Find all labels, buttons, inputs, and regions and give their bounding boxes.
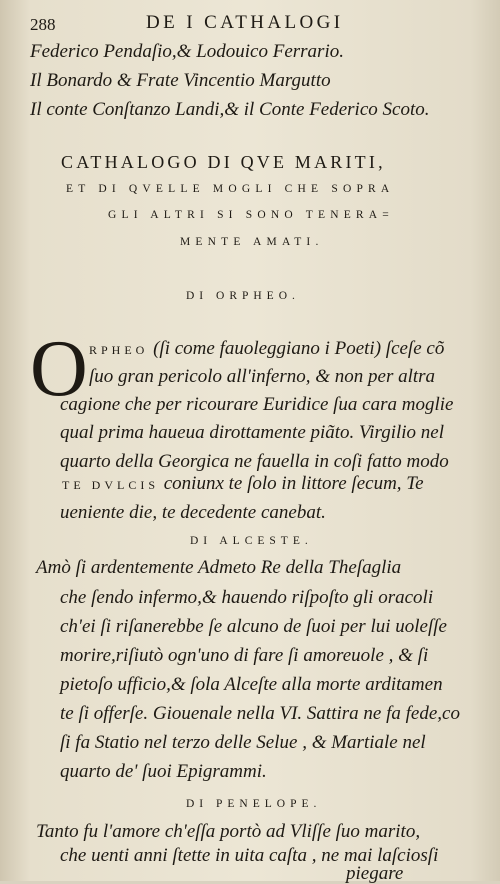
orpheo-line-5: quarto della Georgica ne fauella in coſi fatto modo <box>60 451 449 472</box>
alceste-line-1: Amò ſi ardentemente Admeto Re della Theſaglia <box>36 557 402 578</box>
orpheo-line-4: qual prima haueua dirottamente piãto. Virgilio nel <box>60 422 445 443</box>
section-title-line-4: MENTE AMATI. <box>180 236 324 248</box>
section-title-line-3: GLI ALTRI SI SONO TENERA= <box>108 209 394 221</box>
intro-line-2: Il Bonardo & Frate Vincentio Margutto <box>30 70 331 91</box>
orpheo-first-word: RPHEO <box>89 343 149 357</box>
orpheo-line-1 <box>89 339 444 358</box>
catchword: piegare <box>346 863 404 884</box>
alceste-line-8: quarto de' ſuoi Epigrammi. <box>60 761 267 782</box>
intro-line-3: Il conte Conſtanzo Landi,& il Conte Federico Scoto. <box>30 99 430 120</box>
alceste-line-7: ſi fa Statio nel terzo delle Selue , & Martiale nel <box>60 732 426 753</box>
orpheo-quote-rest: coniunx te ſolo in littore ſecum, Te <box>159 473 424 494</box>
section-title-line-1: CATHALOGO DI QVE MARITI, <box>61 152 386 172</box>
section-title-line-2: ET DI QVELLE MOGLI CHE SOPRA <box>66 183 395 195</box>
page-number: 288 <box>30 15 56 34</box>
orpheo-line-7: ueniente die, te decedente canebat. <box>60 502 326 523</box>
penelope-line-1: Tanto fu l'amore ch'eſſa portò ad Vliſſe ſuo marito, <box>36 821 421 842</box>
running-title: DE I CATHALOGI <box>146 12 344 33</box>
orpheo-line-2: ſuo gran pericolo all'inferno, & non per altra <box>89 366 436 387</box>
orpheo-line-6 <box>62 474 424 493</box>
orpheo-line-1-text: (ſi come fauoleggiano i Poeti) ſceſe cõ <box>148 338 445 359</box>
alceste-line-5: pietoſo ufficio,& ſola Alceſte alla morte arditamen <box>60 674 443 695</box>
orpheo-line-3: cagione che per ricourare Euridice ſua cara moglie <box>60 394 454 415</box>
heading-orpheo: DI ORPHEO. <box>186 290 300 302</box>
alceste-line-3: ch'ei ſi riſanerebbe ſe alcuno de ſuoi per lui uoleſſe <box>60 616 447 637</box>
intro-line-1: Federico Pendaſio,& Lodouico Ferrario. <box>30 41 344 62</box>
drop-cap-initial: O <box>30 325 88 413</box>
orpheo-quote-caps: TE DVLCIS <box>62 478 159 492</box>
alceste-line-2: che ſendo infermo,& hauendo riſpoſto gli oracoli <box>60 587 434 608</box>
alceste-line-6: te ſi offerſe. Giouenale nella VI. Sattira ne fa fede,co <box>60 703 460 724</box>
penelope-line-2: che uenti anni ſtette in uita caſta , ne mai laſciosſi <box>60 845 439 866</box>
alceste-line-4: morire,riſiutò ogn'uno di fare ſi amoreuole , & ſi <box>60 645 429 666</box>
heading-penelope: DI PENELOPE. <box>186 798 322 810</box>
heading-alceste: DI ALCESTE. <box>190 535 313 547</box>
